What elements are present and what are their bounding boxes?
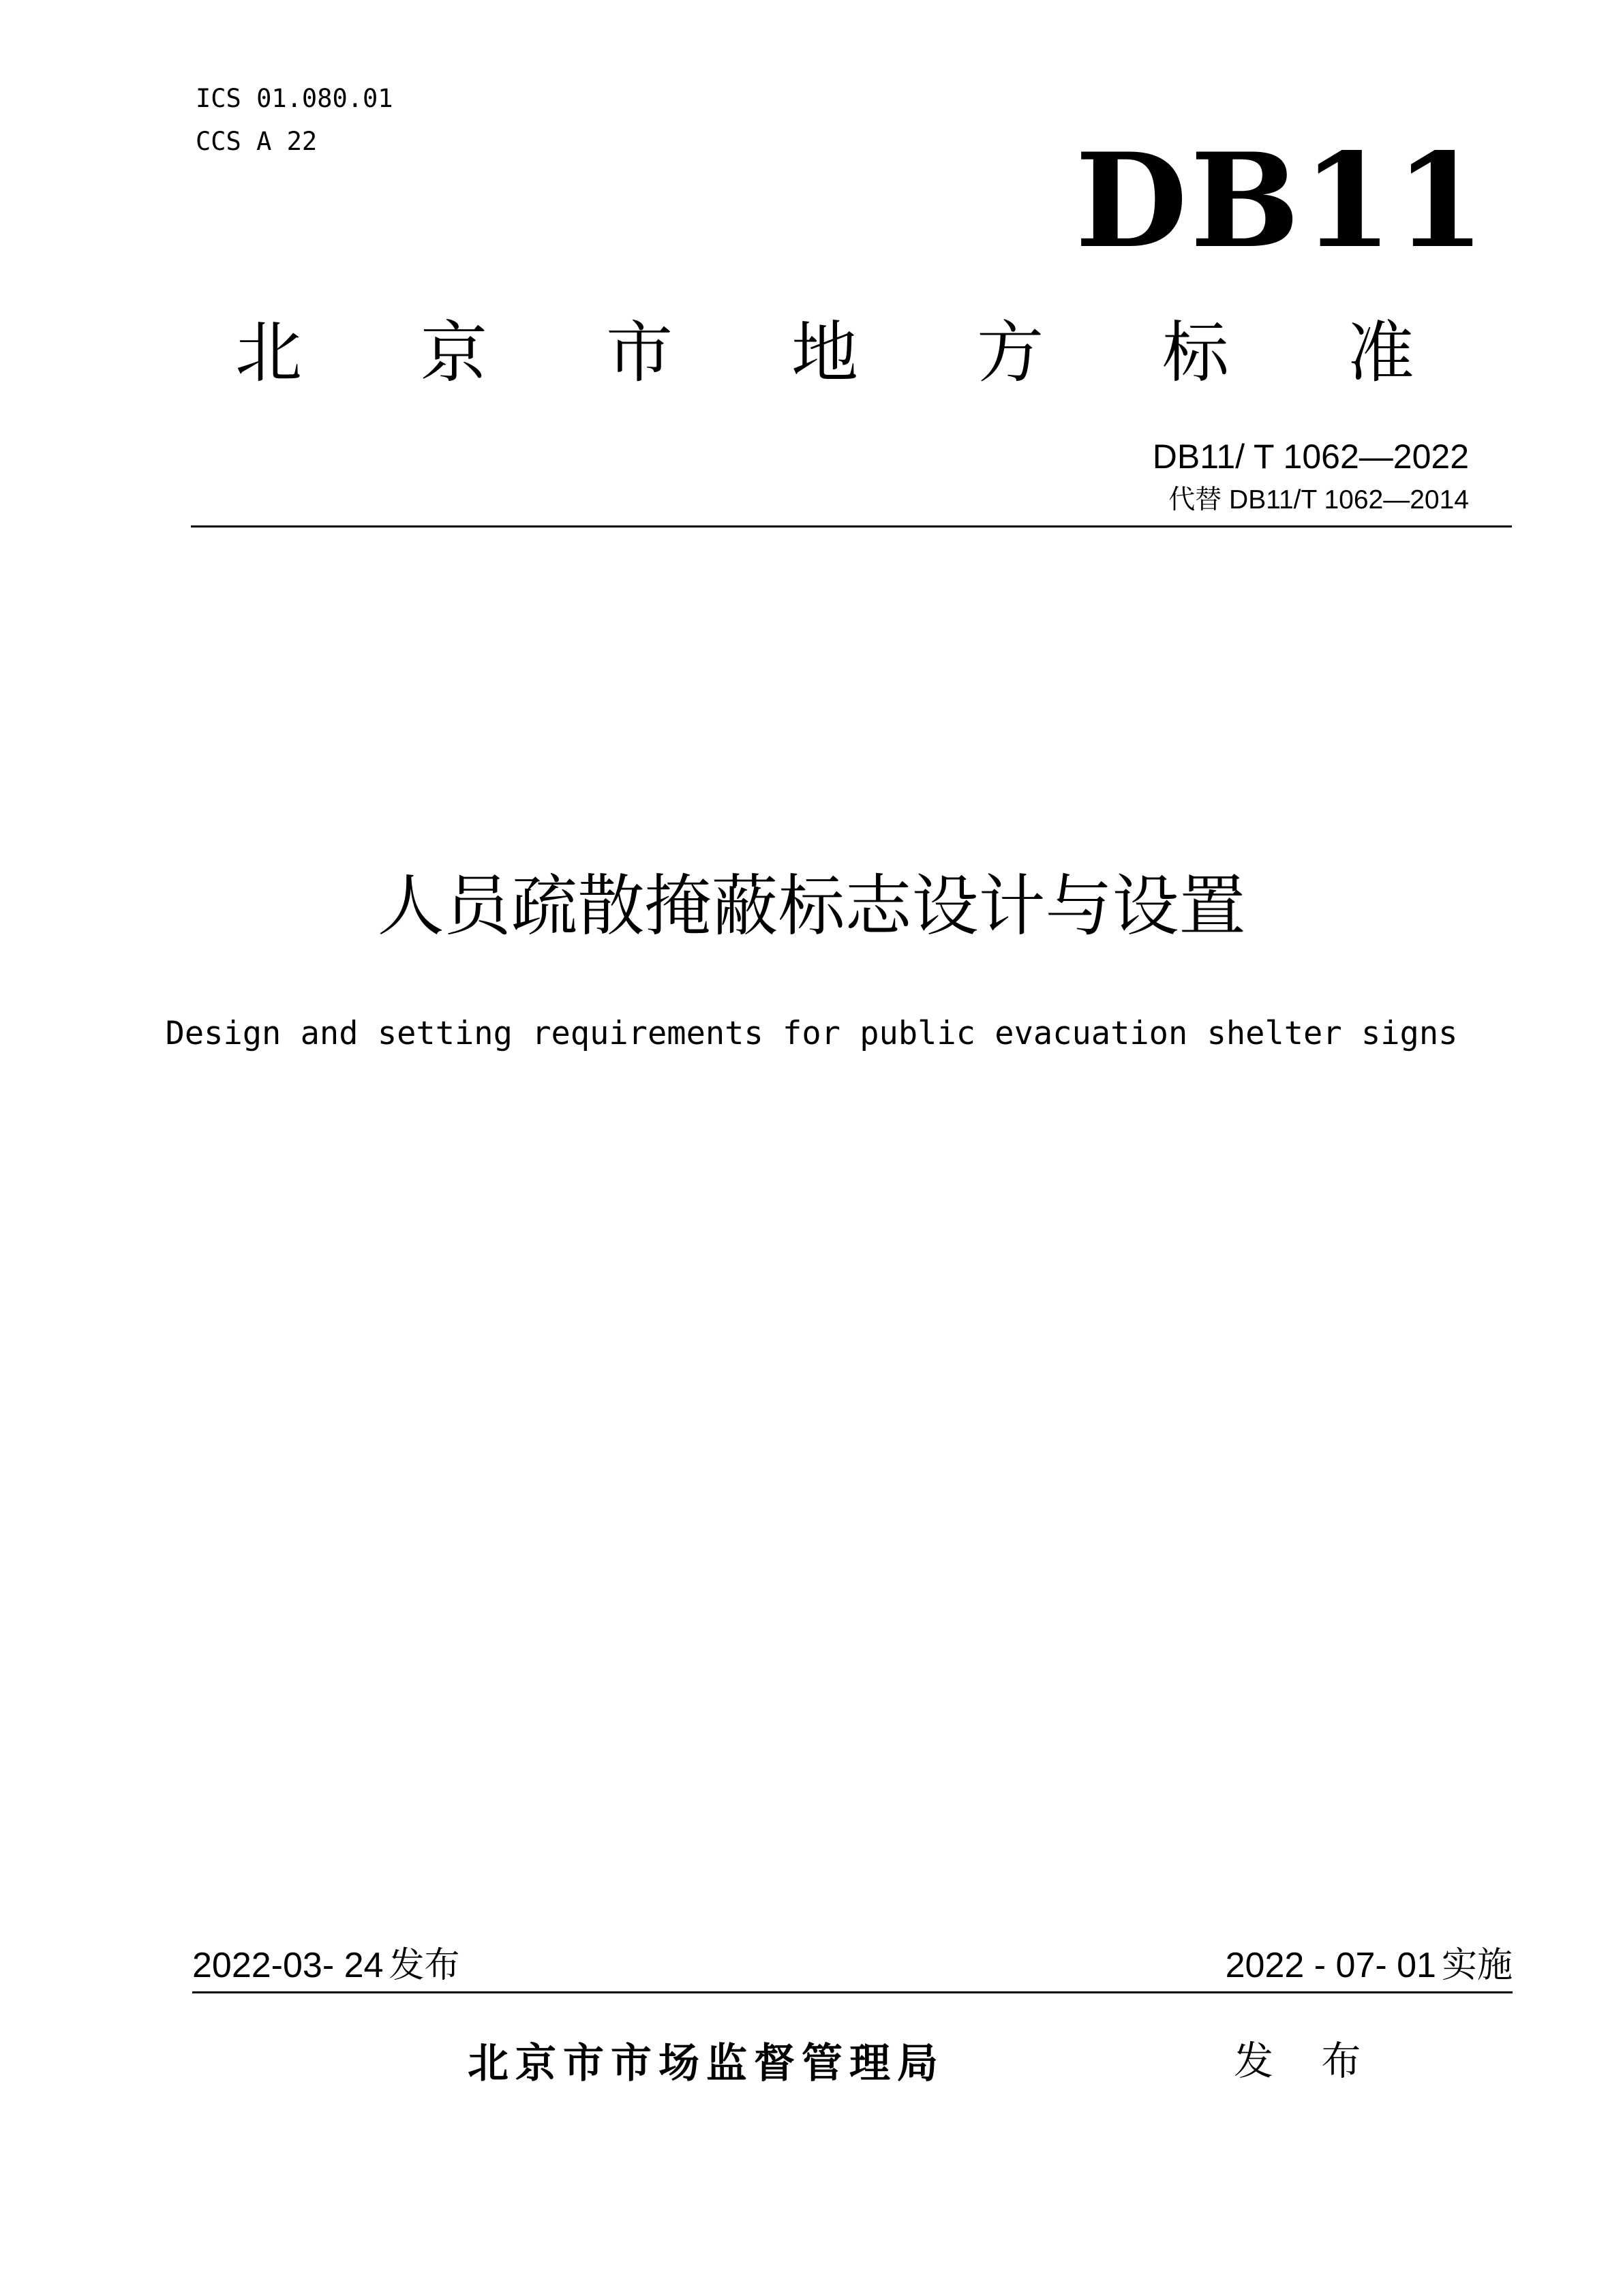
ics-code: ICS 01.080.01 [196,84,393,113]
implement-label: 实施 [1441,1945,1513,1986]
standard-type-heading [235,312,1414,394]
standard-type-char: 市 [605,314,673,392]
publish-label: 发布 [389,1945,460,1986]
replaces-standard: 代替 DB11/T 1062—2014 [1168,485,1469,515]
header-divider [191,525,1512,527]
standard-type-char: 地 [791,314,858,392]
ccs-code: CCS A 22 [196,127,318,156]
standard-type-char: 准 [1347,314,1414,392]
standard-type-char: 北 [235,314,303,392]
issue-label: 发 布 [1234,2038,1379,2084]
db11-brand-mark: DB11 [1075,125,1488,277]
standard-type-char: 方 [976,314,1044,392]
implement-date-line [1226,1944,1513,1987]
standard-type-char: 京 [420,314,487,392]
publish-date-line [192,1944,459,1987]
standard-number: DB11/ T 1062—2022 [1152,438,1469,476]
document-title-chinese: 人员疏散掩蔽标志设计与设置 [377,868,1246,945]
publish-date: 2022-03- 24 [192,1946,384,1985]
issuing-authority: 北京市市场监督管理局 [468,2040,945,2087]
footer-divider [192,1991,1513,1993]
implement-date: 2022 - 07- 01 [1225,1946,1436,1985]
standard-type-char: 标 [1162,314,1229,392]
document-title-english: Design and setting requirements for public evacuation shelter signs [165,1015,1458,1052]
